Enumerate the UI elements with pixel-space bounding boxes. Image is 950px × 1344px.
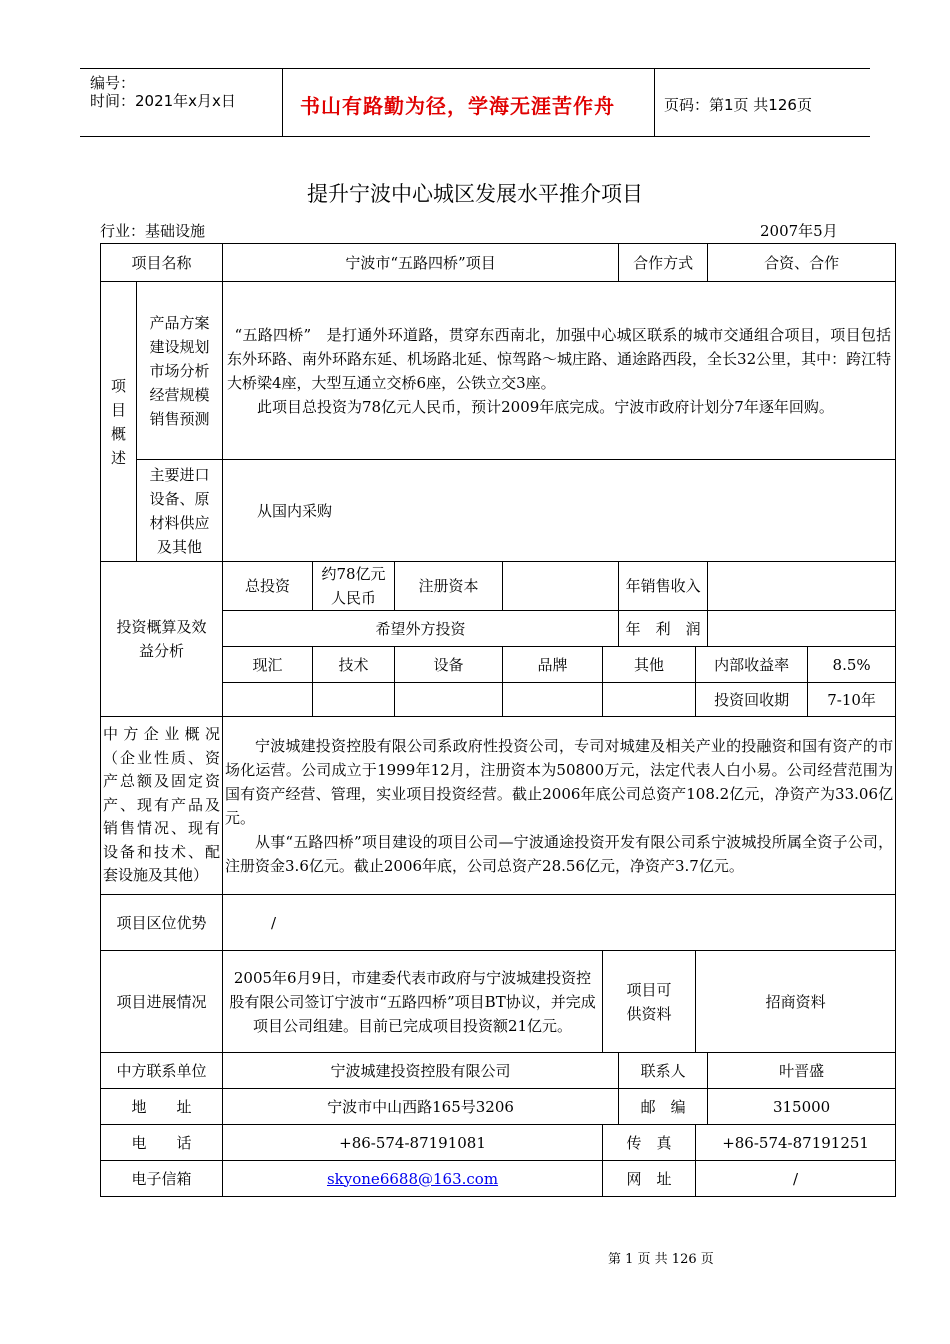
profit-label: 年 利 润 [619, 611, 708, 647]
email-link[interactable]: skyone6688@163.com [326, 1169, 499, 1188]
cn-company-paragraph: 从事“五路四桥”项目建设的项目公司—宁波通途投资开发有限公司系宁波城投所属全资子公司，注册资金3.6亿元。截止2006年底，公司总资产28.56亿元，净资产3.7亿元。 [225, 832, 894, 875]
payback-value: 7-10年 [808, 683, 896, 717]
email-cell [223, 1161, 603, 1197]
email-label: 电子信箱 [101, 1161, 223, 1197]
total-invest-label: 总投资 [223, 562, 313, 611]
invest-label: 投资概算及效益分析 [101, 562, 223, 717]
website-value: / [696, 1161, 896, 1197]
materials-value: 招商资料 [696, 951, 896, 1053]
other-label: 其他 [603, 647, 696, 683]
product-paragraph: 此项目总投资为78亿元人民币，预计2009年底完成。宁波市政府计划分7年逐年回购。 [257, 397, 834, 416]
payback-label: 投资回收期 [696, 683, 808, 717]
header-page: 页码：第1页 共126页 [664, 96, 812, 114]
foreign-invest-label: 希望外方投资 [223, 611, 619, 647]
equip-label: 主要进口设备、原材料供应及其他 [137, 460, 223, 562]
contact-person-value: 叶晋盛 [708, 1053, 896, 1089]
contact-person-label: 联系人 [619, 1053, 708, 1089]
website-label: 网 址 [603, 1161, 696, 1197]
profit-value [708, 611, 896, 647]
location-label: 项目区位优势 [101, 895, 223, 951]
brand-value [503, 683, 603, 717]
fax-label: 传 真 [603, 1125, 696, 1161]
cn-company-label: 中方企业概况（企业性质、资产总额及固定资产、现有产品及销售情况、现有设备和技术、配套设施及其他） [101, 717, 223, 895]
postcode-label: 邮 编 [619, 1089, 708, 1125]
irr-value: 8.5% [808, 647, 896, 683]
progress-label: 项目进展情况 [101, 951, 223, 1053]
header-divider [654, 68, 655, 136]
cash-label: 现汇 [223, 647, 313, 683]
page-footer: 第 1 页 共 126 页 [608, 1252, 714, 1267]
irr-label: 内部收益率 [696, 647, 808, 683]
header-motto: 书山有路勤为径，学海无涯苦作舟 [300, 94, 615, 118]
address-value: 宁波市中山西路165号3206 [223, 1089, 619, 1125]
tech-value [313, 683, 395, 717]
contact-unit-label: 中方联系单位 [101, 1053, 223, 1089]
project-name-label: 项目名称 [101, 244, 223, 282]
annual-sales-label: 年销售收入 [619, 562, 708, 611]
cn-company-paragraph: 宁波城建投资控股有限公司系政府性投资公司，专司对城建及相关产业的投融资和国有资产的市场化运营。公司成立于1999年12月，注册资本为50800万元，法定代表人白小易。公司经营范围为国有资产经营、管理，实业项目投资经营。截止2006年底公司总资产108.2亿元，净资产为33.06亿元。 [225, 736, 894, 827]
industry-label: 行业：基础设施 [100, 222, 206, 240]
header-bottom-rule [80, 136, 870, 137]
phone-label: 电 话 [101, 1125, 223, 1161]
equipment-label: 设备 [395, 647, 503, 683]
address-label: 地 址 [101, 1089, 223, 1125]
document-title: 提升宁波中心城区发展水平推介项目 [307, 182, 643, 206]
progress-value: 2005年6月9日，市建委代表市政府与宁波城建投资控股有限公司签订宁波市“五路四桥”项目BT协议，并完成项目公司组建。目前已完成项目投资额21亿元。 [223, 951, 603, 1053]
coop-label: 合作方式 [619, 244, 708, 282]
other-value [603, 683, 696, 717]
location-value: / [223, 895, 896, 951]
annual-sales-value [708, 562, 896, 611]
header-time: 时间：2021年x月x日 [90, 92, 236, 110]
phone-value: +86-574-87191081 [223, 1125, 603, 1161]
header-top-rule [80, 68, 870, 69]
fax-value: +86-574-87191251 [696, 1125, 896, 1161]
equipment-value [395, 683, 503, 717]
reg-capital-value [503, 562, 619, 611]
header-number: 编号： [90, 74, 136, 92]
document-date: 2007年5月 [760, 222, 838, 240]
contact-unit-value: 宁波城建投资控股有限公司 [223, 1053, 619, 1089]
project-name-value: 宁波市“五路四桥”项目 [223, 244, 619, 282]
product-label: 产品方案建设规划市场分析经营规模销售预测 [137, 282, 223, 460]
overview-label: 项目概述 [101, 282, 137, 562]
coop-value: 合资、合作 [708, 244, 896, 282]
product-description [223, 282, 896, 460]
brand-label: 品牌 [503, 647, 603, 683]
materials-label: 项目可供资料 [603, 951, 696, 1053]
product-paragraph: “五路四桥” 是打通外环道路，贯穿东西南北，加强中心城区联系的城市交通组合项目，项目包括东外环路、南外环路东延、机场路北延、惊驾路～城庄路、通途路西段，全长32公里，其中：跨江特大桥梁4座，大型互通立交桥6座，公铁立交3座。 [227, 325, 892, 392]
total-invest-value: 约78亿元人民币 [313, 562, 395, 611]
project-table [100, 243, 896, 1197]
header-divider [282, 68, 283, 136]
postcode-value: 315000 [708, 1089, 896, 1125]
reg-capital-label: 注册资本 [395, 562, 503, 611]
equip-value: 从国内采购 [223, 460, 896, 562]
cash-value [223, 683, 313, 717]
tech-label: 技术 [313, 647, 395, 683]
cn-company-description [223, 717, 896, 895]
